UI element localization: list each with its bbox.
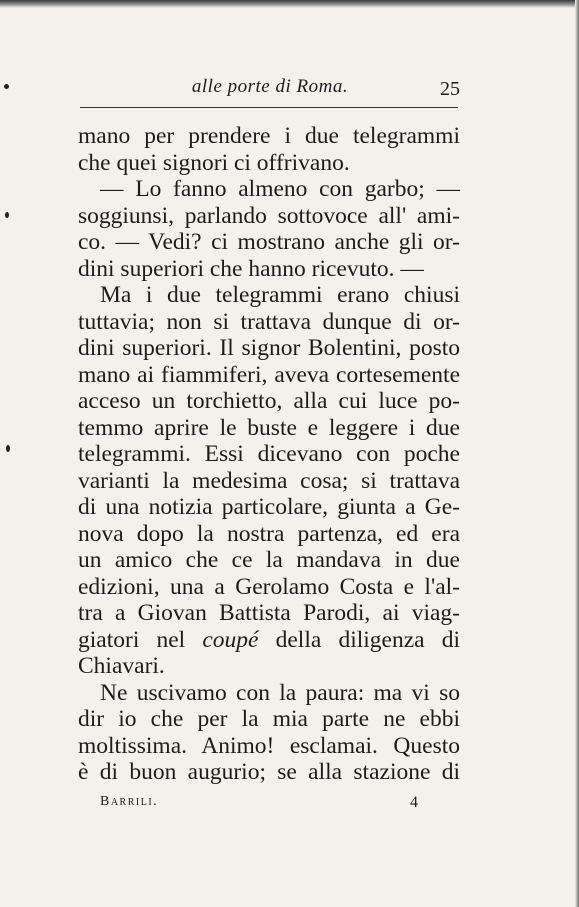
text-line: temmo aprire le buste e leggere i due	[78, 414, 460, 441]
text-line: un amico che ce la mandava in due	[78, 547, 460, 573]
sheet-number: 4	[410, 794, 418, 811]
header-rule	[80, 107, 458, 108]
text-line: co. — Vedi? ci mostrano anche gli or-	[78, 229, 460, 255]
page-right-edge	[575, 0, 579, 907]
margin-mark	[4, 84, 9, 89]
page-number: 25	[440, 78, 460, 100]
text-line: dir io che per la mia parte ne ebbi	[78, 706, 460, 732]
italic-word: coupé	[202, 626, 259, 653]
text-fragment: giatori nel	[78, 626, 203, 653]
text-fragment: della diligenza di	[258, 626, 461, 653]
page-top-edge	[0, 0, 579, 8]
text-line: mano ai fiammiferi, aveva cortesemente	[78, 361, 460, 388]
text-line: nova dopo la nostra partenza, ed era	[78, 520, 460, 547]
text-line: moltissima. Animo! esclamai. Questo	[78, 732, 460, 759]
text-line: tra a Giovan Battista Parodi, ai viag-	[78, 600, 460, 626]
text-line: mano per prendere i due telegrammi	[78, 123, 460, 149]
text-line: edizioni, una a Gerolamo Costa e l'al-	[78, 573, 460, 600]
running-title: alle porte di Roma.	[191, 76, 349, 97]
text-line: — Lo fanno almeno con garbo; —	[100, 176, 460, 202]
text-line: dini superiori. Il signor Bolentini, posto	[78, 335, 460, 361]
page-footer	[100, 794, 418, 818]
margin-mark	[6, 445, 10, 452]
text-line: varianti la medesima cosa; si trattava	[78, 467, 460, 494]
text-line: acceso un torchietto, alla cui luce po-	[78, 388, 460, 414]
page-body	[78, 123, 460, 786]
signature-mark: Barrili.	[100, 794, 159, 809]
text-line: telegrammi. Essi dicevano con poche	[78, 441, 460, 467]
text-line: che quei signori ci offrivano.	[78, 149, 350, 176]
text-line: di una notizia particolare, giunta a Ge-	[78, 494, 460, 520]
text-line: soggiunsi, parlando sottovoce all' ami-	[78, 202, 460, 229]
text-line: Ne uscivamo con la paura: ma vi so	[100, 679, 460, 706]
text-line: dini superiori che hanno ricevuto. —	[78, 255, 424, 282]
margin-mark	[5, 212, 9, 218]
text-line	[78, 627, 460, 654]
text-line: è di buon augurio; se alla stazione di	[78, 759, 460, 785]
text-line: Chiavari.	[78, 653, 165, 679]
text-line: tuttavia; non si trattava dunque di or-	[78, 308, 460, 335]
text-line: Ma i due telegrammi erano chiusi	[100, 282, 460, 308]
running-header	[80, 76, 460, 104]
